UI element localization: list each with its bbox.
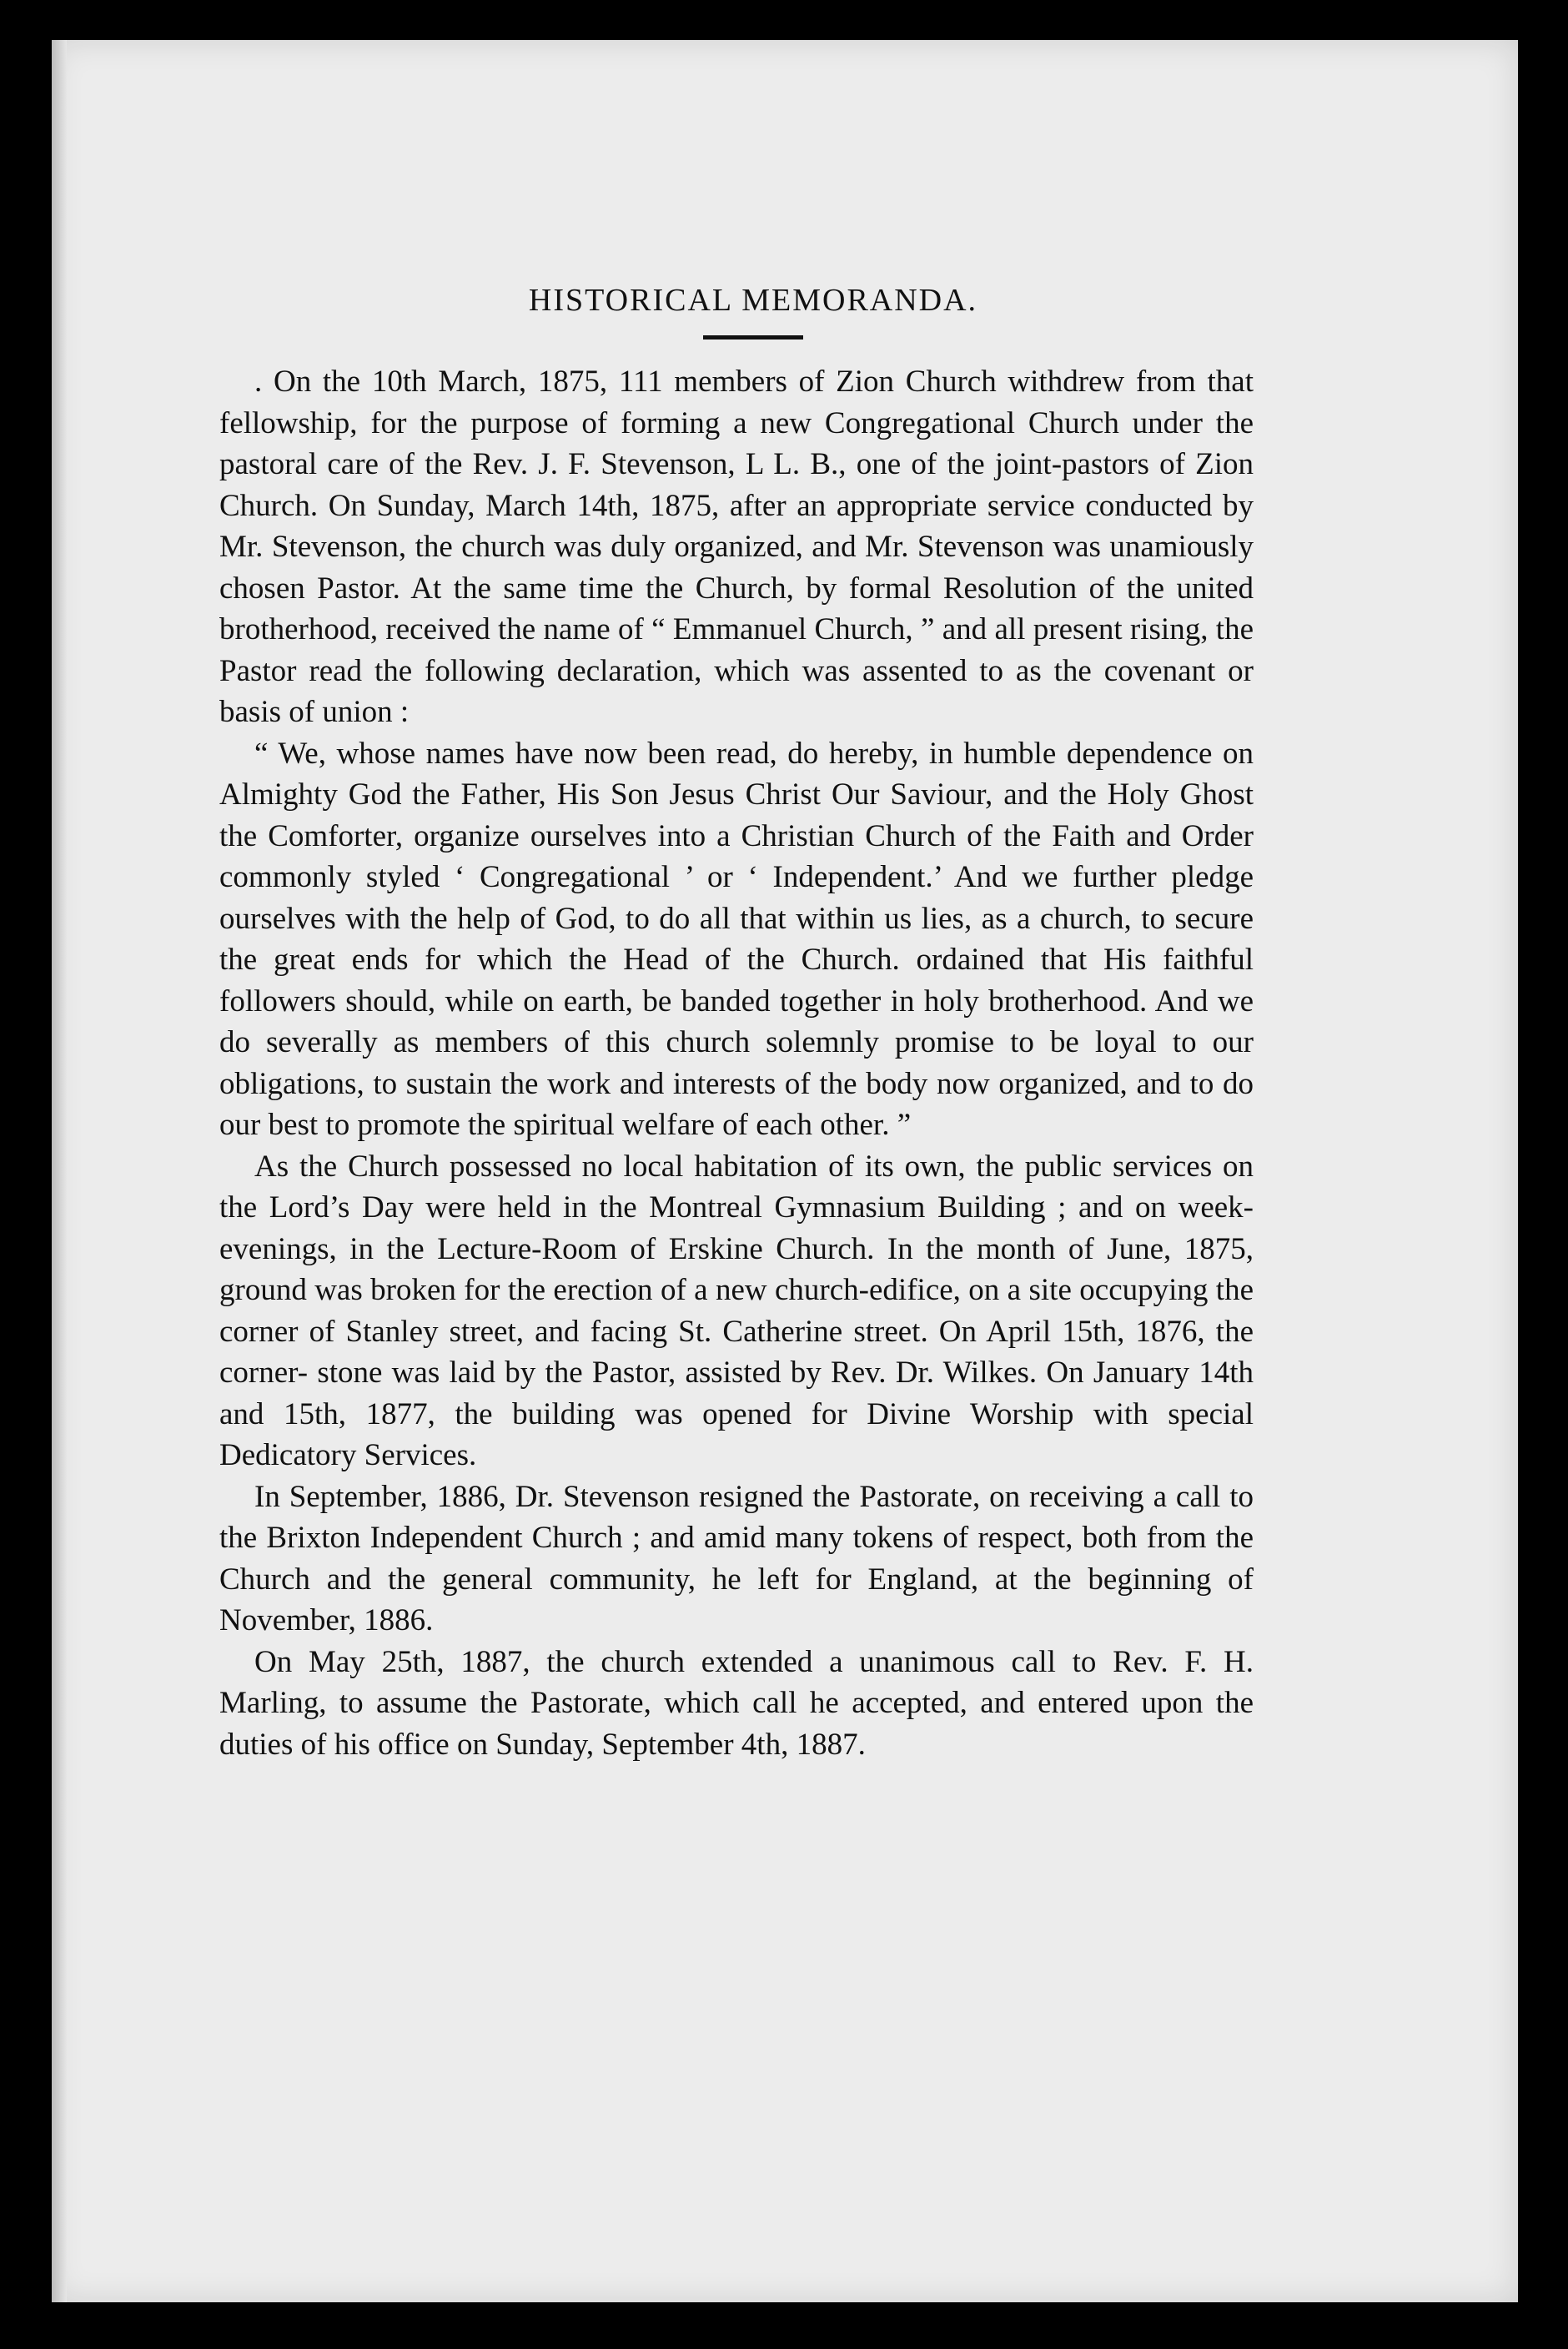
page-gutter — [52, 40, 67, 2302]
paragraph-resignation: In September, 1886, Dr. Stevenson resigned the Pastorate, on receiving a call to the Brixton Independent Church ; and amid many tokens of respect, both from the Church and the general community, he left for England, at the beginning of November, 1886. — [219, 1479, 1254, 1637]
paragraph-new-pastor: On May 25th, 1887, the church extended a unanimous call to Rev. F. H. Marling, to assume the Pastorate, which call he accepted, and entered upon the duties of his office on Sunday, September 4th, 1887. — [219, 1644, 1254, 1762]
heading-rule — [703, 335, 803, 340]
paragraph-building: As the Church possessed no local habitation of its own, the public services on the Lord’s Day were held in the Montreal Gymnasium Building ; and on week-evenings, in the Lecture-Room of Erskine Church. In the month of June, 1875, ground was broken for the erection of a new church-edifice, on a site occupying the corner of Stanley street, and facing St. Catherine street. On April 15th, 1876, the corner- stone was laid by the Pastor, assisted by Rev. Dr. Wilkes. On January 14th and 15th, 1877, the building was opened for Divine Worship with special Dedicatory Services. — [219, 1149, 1254, 1472]
paragraph-covenant: “ We, whose names have now been read, do hereby, in humble dependence on Almighty God the Father, His Son Jesus Christ Our Saviour, and the Holy Ghost the Comforter, organize ourselves into a Christian Church of the Faith and Order commonly styled ‘ Congregational ’ or ‘ Independent.’ And we further pledge ourselves with the help of God, to do all that within us lies, as a church, to secure the great ends for which the Head of the Church. ordained that His faithful followers should, while on earth, be banded together in holy brotherhood. And we do severally as members of this church solemnly promise to be loyal to our obligations, to sustain the work and interests of the body now organized, and to do our best to promote the spiritual welfare of each other. ” — [219, 736, 1254, 1142]
page-heading: HISTORICAL MEMORANDA. — [528, 283, 978, 318]
paragraph-founding: . On the 10th March, 1875, 111 members of Zion Church withdrew from that fellowship, for the purpose of forming a new Congregational Church under the pastoral care of the Rev. J. F. Stevenson, L L. B., one of the joint-pastors of Zion Church. On Sunday, March 14th, 1875, after an appropriate service conducted by Mr. Stevenson, the church was duly organized, and Mr. Stevenson was unamiously chosen Pastor. At the same time the Church, by formal Resolution of the united brotherhood, received the name of “ Emmanuel Church, ” and all present rising, the Pastor read the following declaration, which was assented to as the covenant or basis of union : — [219, 365, 1254, 729]
document-body — [219, 275, 1254, 1765]
